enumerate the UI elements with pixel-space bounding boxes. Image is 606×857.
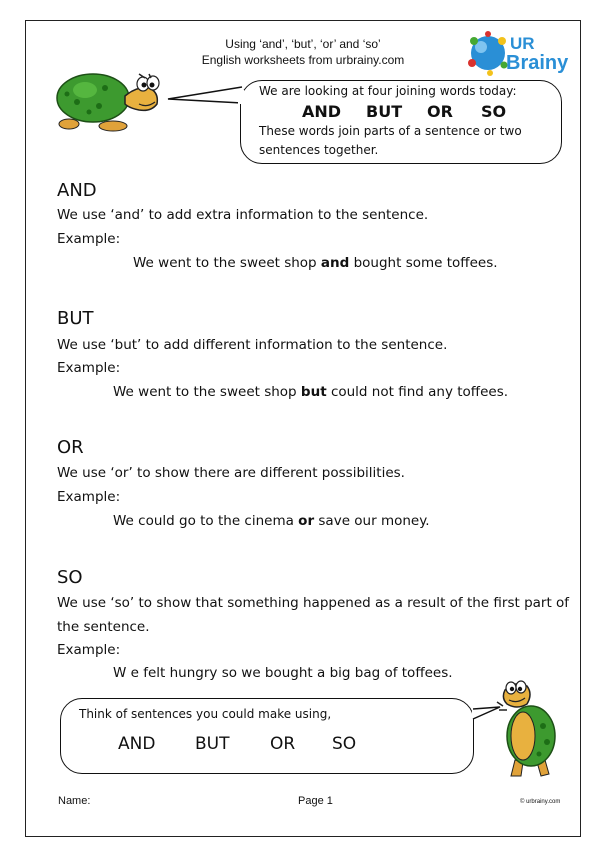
- section-heading-or: OR: [57, 437, 84, 458]
- intro-line-3: sentences together.: [259, 143, 379, 157]
- example-label-or: Example:: [57, 489, 121, 505]
- example-sentence-or: We could go to the cinema or save our money.: [113, 513, 430, 529]
- example-label-and: Example:: [57, 231, 121, 247]
- worksheet-title: Using ‘and’, ‘but’, ‘or’ and ‘so’: [225, 37, 381, 51]
- explanation-but: We use ‘but’ to add different information to the sentence.: [57, 337, 448, 353]
- section-heading-so: SO: [57, 567, 83, 588]
- example-sentence-but: We went to the sweet shop but could not find any toffees.: [113, 384, 509, 400]
- urbrainy-logo: [466, 29, 578, 77]
- example-sentence-and: We went to the sweet shop and bought some toffees.: [133, 255, 498, 271]
- example-keyword-and: and: [320, 255, 350, 271]
- turtle-illustration: [55, 66, 173, 132]
- page-number: Page 1: [298, 795, 333, 807]
- intro-bubble-tail: [166, 86, 246, 106]
- intro-keyword-and: AND: [302, 102, 342, 121]
- example-label-but: Example:: [57, 360, 121, 376]
- logo-text-brainy: Brainy: [506, 52, 569, 74]
- explanation-so-line-1: We use ‘so’ to show that something happened as a result of the first part of: [57, 595, 570, 611]
- explanation-so-line-2: the sentence.: [57, 619, 150, 635]
- name-label: Name:: [58, 795, 91, 807]
- intro-keyword-or: OR: [427, 102, 453, 121]
- logo-text-ur: UR: [510, 34, 535, 53]
- section-heading-but: BUT: [57, 308, 94, 329]
- task-keyword-or: OR: [270, 734, 296, 754]
- section-heading-and: AND: [57, 180, 97, 201]
- explanation-or: We use ‘or’ to show there are different possibilities.: [57, 465, 405, 481]
- task-instruction: Think of sentences you could make using,: [79, 707, 332, 721]
- task-keyword-but: BUT: [195, 734, 230, 754]
- intro-keyword-so: SO: [481, 102, 507, 121]
- example-keyword-or: or: [298, 513, 315, 529]
- example-sentence-so: W e felt hungry so we bought a big bag of toffees.: [113, 665, 453, 681]
- task-keyword-and: AND: [118, 734, 156, 754]
- task-keyword-so: SO: [332, 734, 357, 754]
- example-label-so: Example:: [57, 642, 121, 658]
- example-keyword-but: but: [300, 384, 327, 400]
- intro-line-2: These words join parts of a sentence or two: [259, 124, 522, 138]
- worksheet-subtitle: English worksheets from urbrainy.com: [201, 53, 405, 67]
- intro-line-1: We are looking at four joining words today:: [259, 84, 517, 98]
- intro-keyword-but: BUT: [366, 102, 403, 121]
- copyright: © urbrainy.com: [520, 799, 561, 805]
- standing-turtle-illustration: [493, 676, 565, 780]
- explanation-and: We use ‘and’ to add extra information to the sentence.: [57, 207, 429, 223]
